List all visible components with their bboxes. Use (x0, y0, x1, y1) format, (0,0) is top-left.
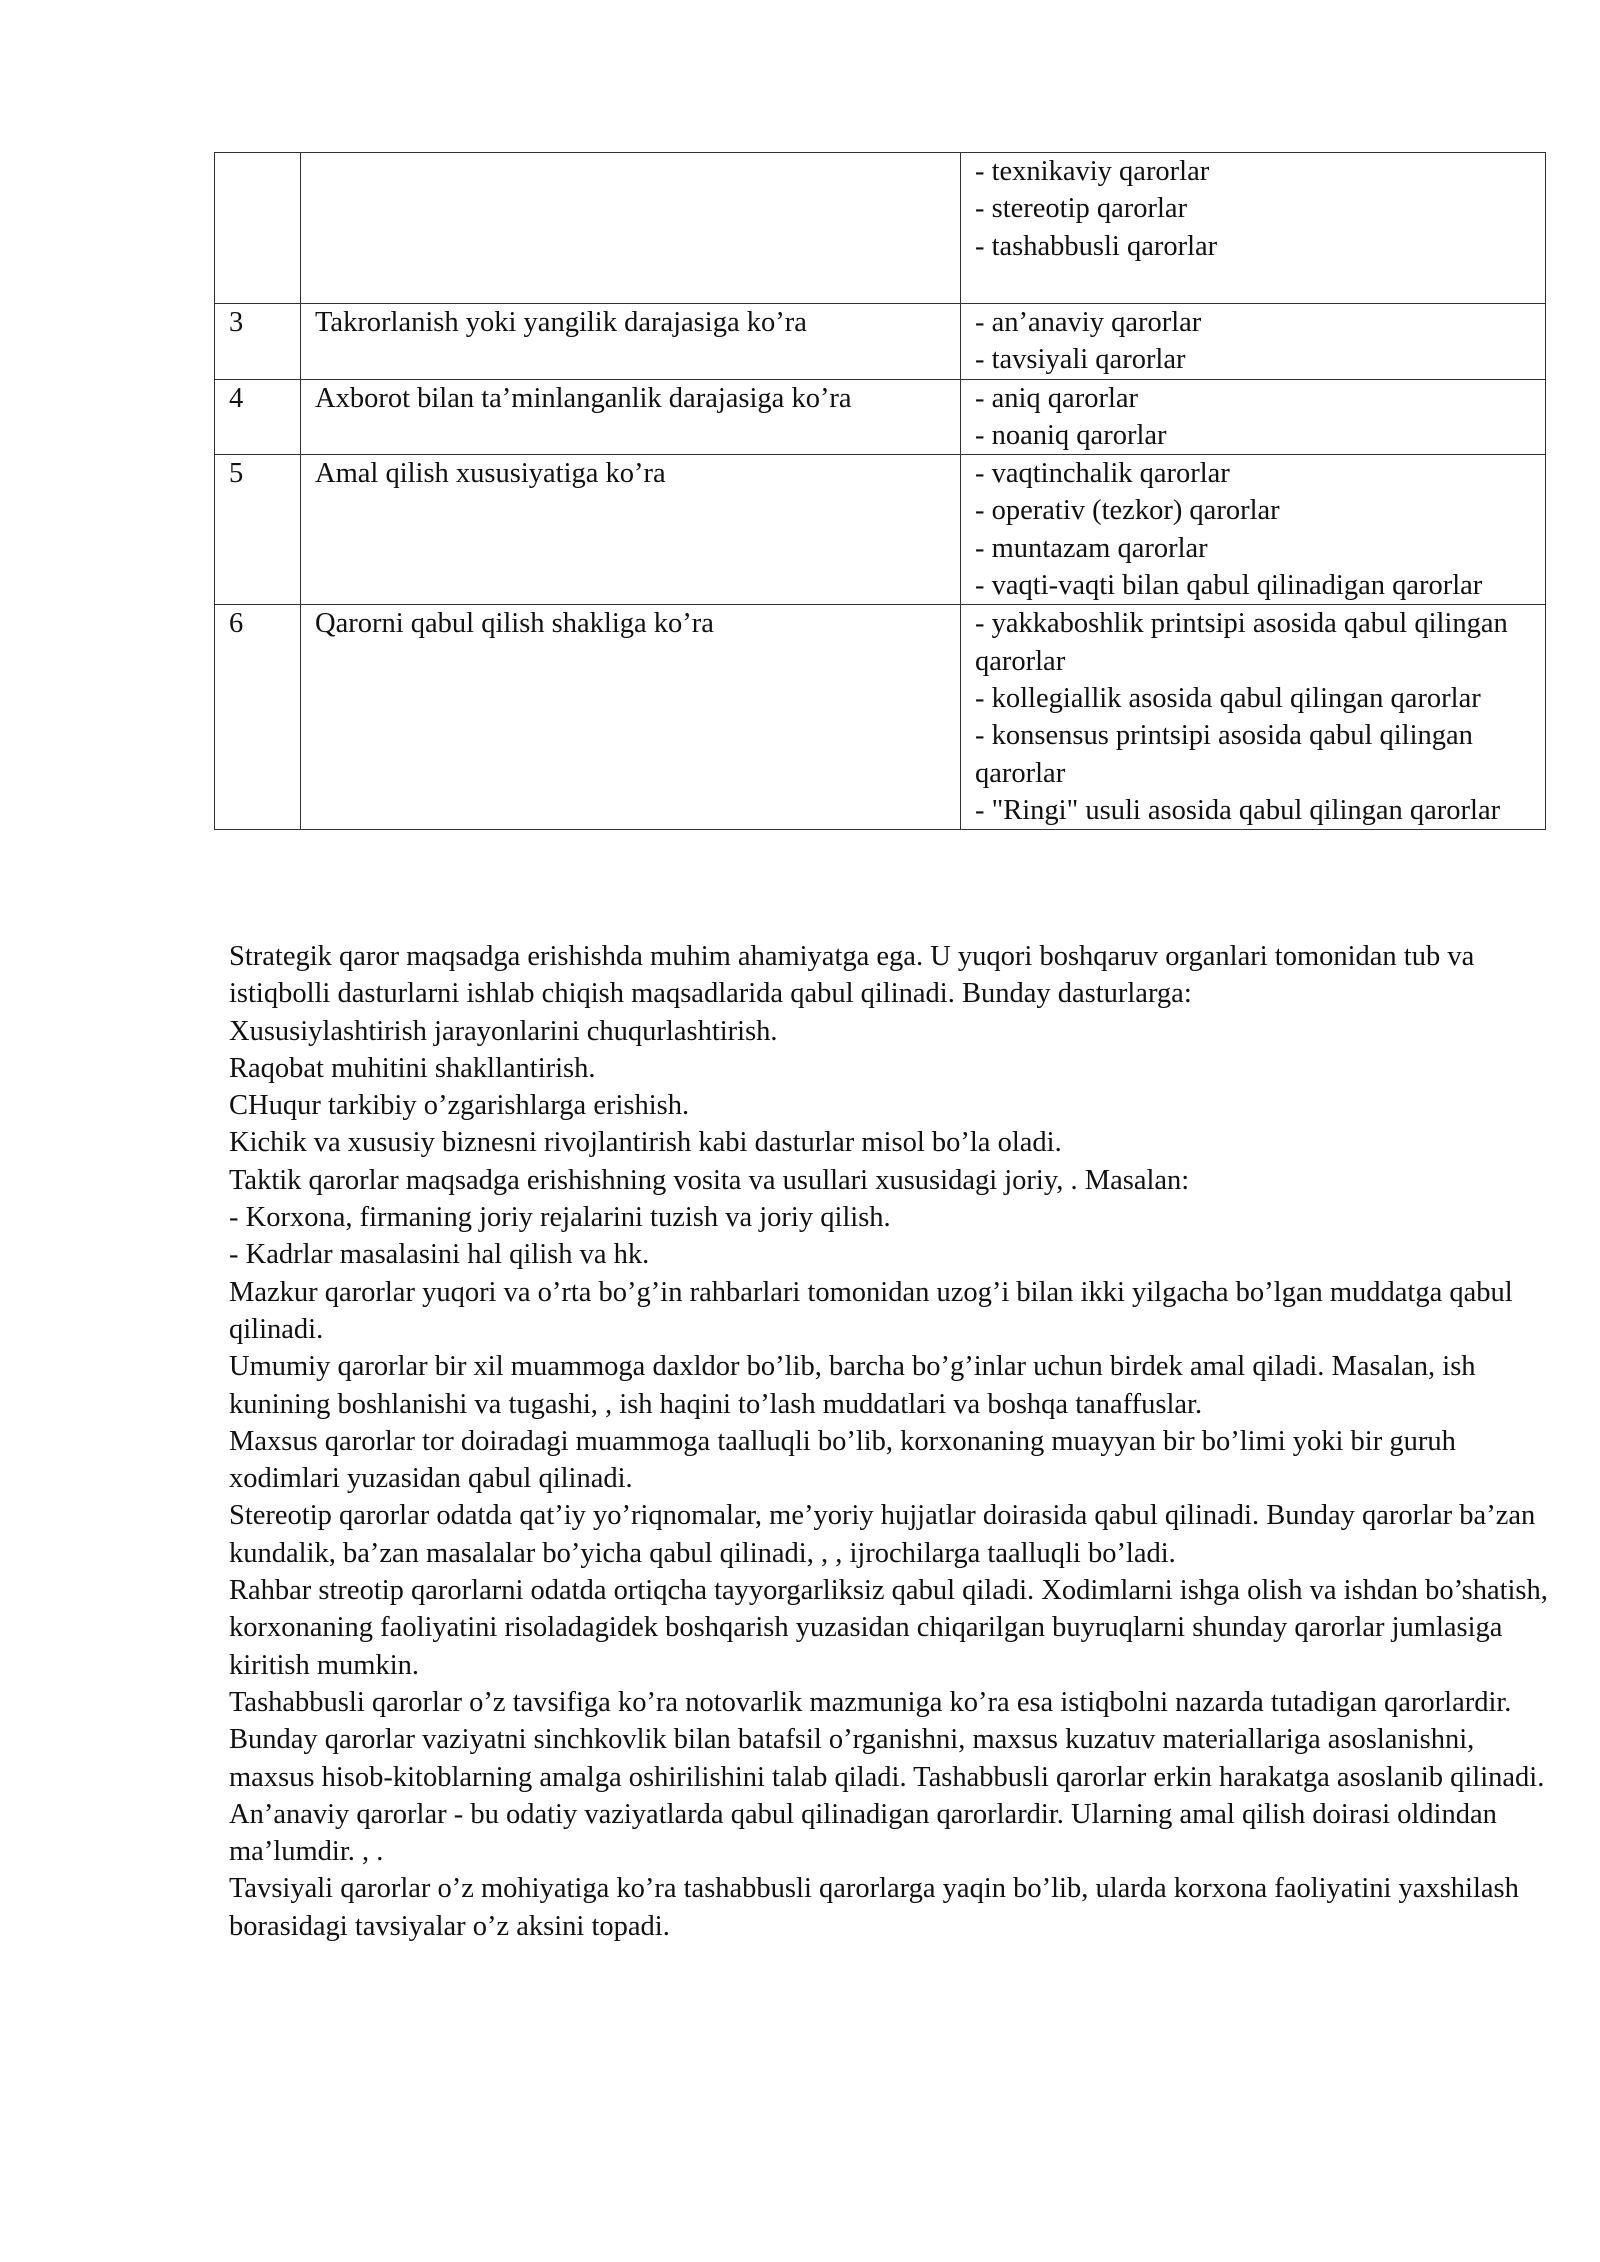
row-items (961, 605, 1546, 830)
table-row (215, 455, 1546, 605)
table-row (215, 153, 1546, 304)
list-item: - operativ (tezkor) qarorlar (975, 495, 1280, 527)
body-text (229, 938, 1559, 1945)
list-item: - noaniq qarorlar (975, 419, 1167, 451)
paragraph: Stereotip qarorlar odatda qat’iy yo’riqnomalar, me’yoriy hujjatlar doirasida qabul qilinadi. Bunday qarorlar ba’zan kundalik, ba’zan masalalar bo’yicha qabul qilinadi, , , ijrochilarga taalluqli bo’ladi. (229, 1500, 1536, 1569)
paragraph: Taktik qarorlar maqsadga erishishning vosita va usullari xususidagi joriy, . Masalan: (229, 1164, 1190, 1196)
list-item: - yakkaboshlik printsipi asosida qabul qilingan qarorlar (975, 608, 1508, 677)
table-row (215, 605, 1546, 830)
paragraph: An’anaviy qarorlar - bu odatiy vaziyatlarda qabul qilinadigan qarorlardir. Ularning amal qilish doirasi oldindan ma’lumdir. , . (229, 1798, 1497, 1868)
row-items (961, 379, 1546, 455)
row-criterion: Qarorni qabul qilish shakliga ko’ra (301, 605, 961, 830)
row-items (961, 153, 1546, 304)
decision-classification-table (214, 152, 1546, 830)
list-item: - konsensus printsipi asosida qabul qilingan qarorlar (975, 720, 1473, 789)
list-item: - vaqti-vaqti bilan qabul qilinadigan qarorlar (975, 570, 1483, 602)
table-row (215, 379, 1546, 455)
paragraph: Tavsiyali qarorlar o’z mohiyatiga ko’ra tashabbusli qarorlarga yaqin bo’lib, ularda korxona faoliyatini yaxshilash borasidagi tavsiyalar o’z aksini topadi. (229, 1873, 1519, 1942)
paragraph: - Kadrlar masalasini hal qilish va hk. (229, 1239, 650, 1271)
paragraph: Umumiy qarorlar bir xil muammoga daxldor bo’lib, barcha bo’g’inlar uchun birdek amal qiladi. Masalan, ish kunining boshlanishi va tugashi, , ish haqini to’lash muddatlari va boshqa tanaffuslar. (229, 1351, 1476, 1420)
paragraph: Raqobat muhitini shakllantirish. (229, 1052, 596, 1084)
paragraph: CHuqur tarkibiy o’zgarishlarga erishish. (229, 1090, 690, 1122)
row-criterion (301, 153, 961, 304)
row-number: 5 (215, 455, 301, 605)
paragraph: - Korxona, firmaning joriy rejalarini tuzish va joriy qilish. (229, 1202, 891, 1234)
list-item: - texnikaviy qarorlar (975, 156, 1210, 187)
paragraph: Strategik qaror maqsadga erishishda muhim ahamiyatga ega. U yuqori boshqaruv organlari tomonidan tub va istiqbolli dasturlarni ishlab chiqish maqsadlarida qabul qilinadi. Bunday dasturlarga: (229, 941, 1475, 1010)
row-criterion: Axborot bilan ta’minlanganlik darajasiga ko’ra (301, 379, 961, 455)
list-item: - an’anaviy qarorlar (975, 307, 1202, 338)
paragraph: Mazkur qarorlar yuqori va o’rta bo’g’in rahbarlari tomonidan uzog’i bilan ikki yilgacha bo’lgan muddatga qabul qilinadi. (229, 1276, 1513, 1345)
row-number (215, 153, 301, 304)
paragraph: Maxsus qarorlar tor doiradagi muammoga taalluqli bo’lib, korxonaning muayyan bir bo’limi yoki bir guruh xodimlari yuzasidan qabul qilinadi. (229, 1425, 1456, 1495)
row-number: 4 (215, 379, 301, 455)
paragraph: Rahbar streotip qarorlarni odatda ortiqcha tayyorgarliksiz qabul qiladi. Xodimlarni ishga olish va ishdan bo’shatish, korxonaning faoliyatini risoladagidek boshqarish yuzasidan chiqarilgan buyruqlarni shunday qarorlar jumlasiga kiritish mumkin. (229, 1575, 1548, 1681)
list-item: - aniq qarorlar (975, 382, 1138, 414)
row-items (961, 304, 1546, 380)
paragraph: Xususiylashtirish jarayonlarini chuqurlashtirish. (229, 1015, 778, 1047)
list-item: - muntazam qarorlar (975, 532, 1208, 564)
list-item: - tashabbusli qarorlar (975, 230, 1218, 262)
row-number: 3 (215, 304, 301, 380)
list-item: - stereotip qarorlar (975, 193, 1188, 225)
row-criterion: Amal qilish xususiyatiga ko’ra (301, 455, 961, 605)
list-item: - tavsiyali qarorlar (975, 344, 1186, 376)
row-number: 6 (215, 605, 301, 830)
list-item: - kollegiallik asosida qabul qilingan qarorlar (975, 682, 1481, 714)
list-item: - vaqtinchalik qarorlar (975, 458, 1230, 490)
row-criterion: Takrorlanish yoki yangilik darajasiga ko’ra (301, 304, 961, 380)
paragraph: Tashabbusli qarorlar o’z tavsifiga ko’ra notovarlik mazmuniga ko’ra esa istiqbolni nazarda tutadigan qarorlardir. Bunday qarorlar vaziyatni sinchkovlik bilan batafsil o’rganishni, maxsus kuzatuv materiallariga asoslanishni, maxsus hisob-kitoblarning amalga oshirilishini talab qiladi. Tashabbusli qarorlar erkin harakatga asoslanib qilinadi. (229, 1686, 1545, 1793)
table-row (215, 304, 1546, 380)
row-items (961, 455, 1546, 605)
list-item: - "Ringi" usuli asosida qabul qilingan qarorlar (975, 794, 1501, 826)
paragraph: Kichik va xususiy biznesni rivojlantirish kabi dasturlar misol bo’la oladi. (229, 1127, 1062, 1159)
